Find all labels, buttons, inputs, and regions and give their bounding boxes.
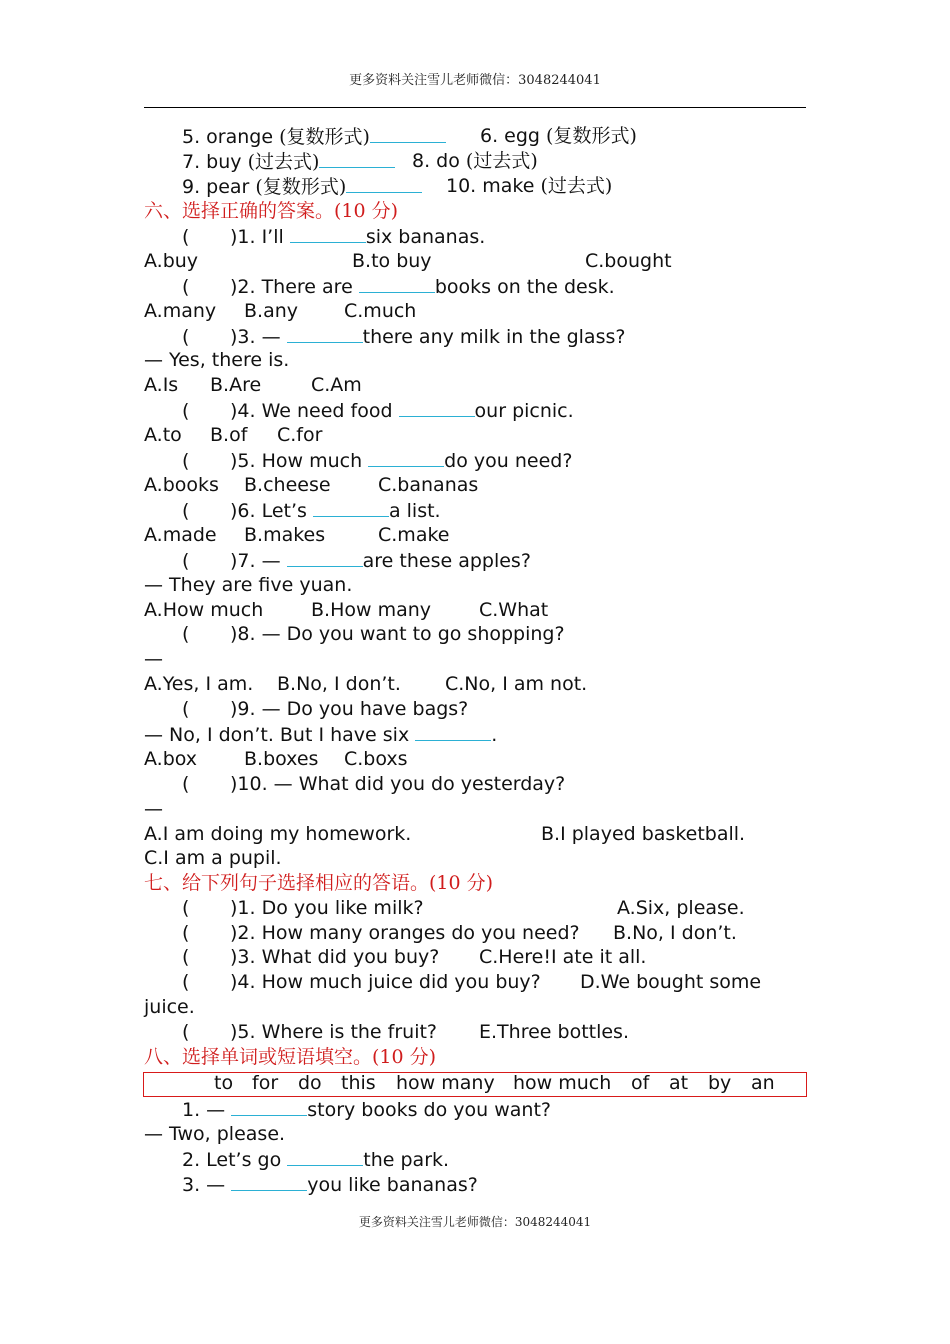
option[interactable]: C.boxs [344,748,408,770]
match-question: ( )4. How much juice did you buy? [182,971,541,993]
word-bank-how-many: how many [396,1072,495,1094]
item-8: 8. do (过去式) [412,150,538,172]
dialogue-reply: — [144,648,163,670]
question-6-4: ( )4. We need food our picnic. [182,400,574,422]
option[interactable]: C.much [344,300,417,322]
option[interactable]: B.any [244,300,299,322]
dialogue-reply: — They are five yuan. [144,574,353,596]
answer-blank[interactable] [290,224,366,243]
option[interactable]: C.make [378,524,450,546]
answer-blank[interactable] [231,1097,307,1116]
answer-blank[interactable] [359,274,435,293]
word-bank-to: to [214,1072,234,1094]
option[interactable]: C.No, I am not. [445,673,588,695]
match-answer: C.Here!I ate it all. [479,946,647,968]
question-8-1: 1. — story books do you want? [182,1099,551,1121]
section-8-title: 八、选择单词或短语填空。(10 分) [144,1046,437,1068]
option[interactable]: B.makes [244,524,326,546]
match-question: ( )1. Do you like milk? [182,897,424,919]
answer-blank[interactable] [231,1172,307,1191]
item-7: 7. buy (过去式) [182,149,395,174]
dialogue-reply: — Yes, there is. [144,349,290,371]
answer-blank[interactable] [399,398,475,417]
match-question: ( )2. How many oranges do you need? [182,922,580,944]
match-answer: D.We bought some [580,971,762,993]
word-bank-do: do [298,1072,322,1094]
question-6-9: ( )9. — Do you have bags? [182,698,469,720]
option[interactable]: A.to [144,424,182,446]
answer-blank[interactable] [368,448,444,467]
option[interactable]: B.How many [311,599,432,621]
option[interactable]: A.many [144,300,217,322]
page-header: 更多资料关注雪儿老师微信：3048244041 [349,73,601,88]
header-divider [144,107,806,108]
option[interactable]: A.box [144,748,198,770]
option[interactable]: A.How much [144,599,264,621]
section-6-title: 六、选择正确的答案。(10 分) [144,200,399,222]
answer-blank[interactable] [287,548,363,567]
option[interactable]: C.Am [311,374,362,396]
word-bank-this: this [341,1072,376,1094]
option[interactable]: A.buy [144,250,199,272]
item-5: 5. orange (复数形式) [182,124,446,149]
match-question: ( )3. What did you buy? [182,946,440,968]
option[interactable]: C.I am a pupil. [144,847,282,869]
question-6-6: ( )6. Let’s a list. [182,500,441,522]
word-bank-how-much: how much [513,1072,612,1094]
word-bank-of: of [631,1072,650,1094]
match-answer: A.Six, please. [617,897,745,919]
word-bank-an: an [751,1072,775,1094]
option[interactable]: C.bananas [378,474,479,496]
item-6: 6. egg (复数形式) [480,125,637,147]
word-bank-at: at [669,1072,689,1094]
option[interactable]: B.boxes [244,748,319,770]
option[interactable]: A.books [144,474,219,496]
question-6-1: ( )1. I’ll six bananas. [182,226,486,248]
match-answer-wrap: juice. [144,996,195,1018]
match-answer: E.Three bottles. [479,1021,629,1043]
word-bank-by: by [708,1072,732,1094]
answer-blank[interactable] [415,722,491,741]
option[interactable]: A.Yes, I am. [144,673,254,695]
answer-blank[interactable] [319,149,395,168]
dialogue-reply: — No, I don’t. But I have six . [144,724,498,746]
option[interactable]: C.for [277,424,323,446]
option[interactable]: B.cheese [244,474,331,496]
option[interactable]: B.of [210,424,248,446]
dialogue-reply: — [144,798,163,820]
option[interactable]: B.I played basketball. [541,823,746,845]
option[interactable]: B.No, I don’t. [277,673,401,695]
question-8-3: 3. — you like bananas? [182,1174,478,1196]
answer-blank[interactable] [287,1147,363,1166]
option[interactable]: B.to buy [352,250,432,272]
option[interactable]: B.Are [210,374,262,396]
question-6-8: ( )8. — Do you want to go shopping? [182,623,565,645]
question-6-5: ( )5. How much do you need? [182,450,573,472]
question-6-10: ( )10. — What did you do yesterday? [182,773,566,795]
section-7-title: 七、给下列句子选择相应的答语。(10 分) [144,872,494,894]
question-6-2: ( )2. There are books on the desk. [182,276,615,298]
question-6-7: ( )7. — are these apples? [182,550,531,572]
option[interactable]: A.made [144,524,217,546]
page-footer: 更多资料关注雪儿老师微信：3048244041 [358,1215,592,1229]
answer-blank[interactable] [370,124,446,143]
item-10: 10. make (过去式) [446,175,613,197]
option[interactable]: C.What [479,599,549,621]
option[interactable]: C.bought [585,250,672,272]
question-6-3: ( )3. — there any milk in the glass? [182,326,626,348]
match-question: ( )5. Where is the fruit? [182,1021,438,1043]
question-8-2: 2. Let’s go the park. [182,1149,450,1171]
answer-blank[interactable] [313,498,389,517]
match-answer: B.No, I don’t. [613,922,737,944]
answer-blank[interactable] [346,174,422,193]
answer-blank[interactable] [287,324,363,343]
option[interactable]: A.I am doing my homework. [144,823,412,845]
item-9: 9. pear (复数形式) [182,174,422,199]
word-bank-for: for [252,1072,279,1094]
option[interactable]: A.Is [144,374,179,396]
dialogue-reply: — Two, please. [144,1123,286,1145]
